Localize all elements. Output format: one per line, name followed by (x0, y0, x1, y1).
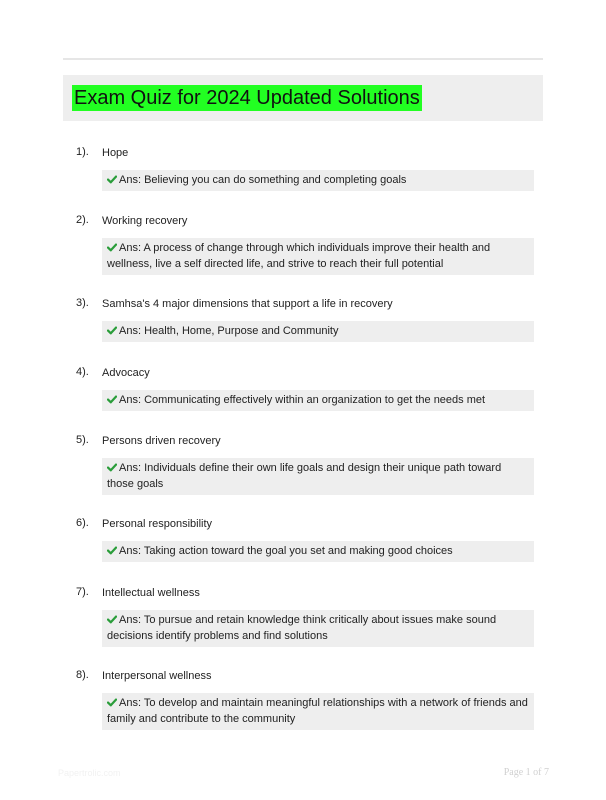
top-divider (63, 58, 543, 60)
question-number: 1). (76, 146, 89, 158)
answer-box (102, 390, 534, 411)
answer-text: Ans: To develop and maintain meaningful relationships with a network of friends and family and contribute to the community (107, 697, 528, 725)
question-number: 8). (76, 669, 89, 681)
question-text: Hope (102, 147, 129, 159)
check-icon (107, 615, 117, 624)
title-banner (63, 75, 543, 121)
question-number: 7). (76, 586, 89, 598)
question-text: Interpersonal wellness (102, 670, 212, 682)
question-text: Intellectual wellness (102, 587, 200, 599)
check-icon (107, 463, 117, 472)
question-text: Personal responsibility (102, 518, 213, 530)
answer-box (102, 170, 534, 191)
answer-text: Ans: Believing you can do something and completing goals (119, 174, 407, 186)
page-title: Exam Quiz for 2024 Updated Solutions (74, 87, 420, 109)
question-number: 6). (76, 517, 89, 529)
answer-text: Ans: Communicating effectively within an organization to get the needs met (119, 394, 486, 406)
question-number: 3). (76, 297, 89, 309)
check-icon (107, 326, 117, 335)
answer-box (102, 238, 534, 275)
answer-box (102, 610, 534, 647)
question-text: Samhsa's 4 major dimensions that support a life in recovery (102, 298, 393, 310)
check-icon (107, 175, 117, 184)
footer-watermark: Papertrolic.com (58, 768, 121, 778)
check-icon (107, 698, 117, 707)
answer-box (102, 541, 534, 562)
answer-box (102, 321, 534, 342)
question-text: Advocacy (102, 367, 150, 379)
question-number: 2). (76, 214, 89, 226)
answer-text: Ans: To pursue and retain knowledge think critically about issues make sound decisions identify problems and find solutions (107, 614, 497, 642)
question-text: Persons driven recovery (102, 435, 221, 447)
page-number: Page 1 of 7 (503, 767, 549, 778)
answer-text: Ans: Taking action toward the goal you set and making good choices (119, 545, 453, 557)
answer-text: Ans: A process of change through which individuals improve their health and wellness, live a self directed life, and strive to reach their full potential (107, 242, 491, 270)
question-number: 5). (76, 434, 89, 446)
check-icon (107, 243, 117, 252)
answer-text: Ans: Health, Home, Purpose and Community (119, 325, 339, 337)
question-text: Working recovery (102, 215, 188, 227)
question-number: 4). (76, 366, 89, 378)
check-icon (107, 546, 117, 555)
answer-text: Ans: Individuals define their own life goals and design their unique path toward those goals (107, 462, 502, 490)
answer-box (102, 693, 534, 730)
answer-box (102, 458, 534, 495)
check-icon (107, 395, 117, 404)
